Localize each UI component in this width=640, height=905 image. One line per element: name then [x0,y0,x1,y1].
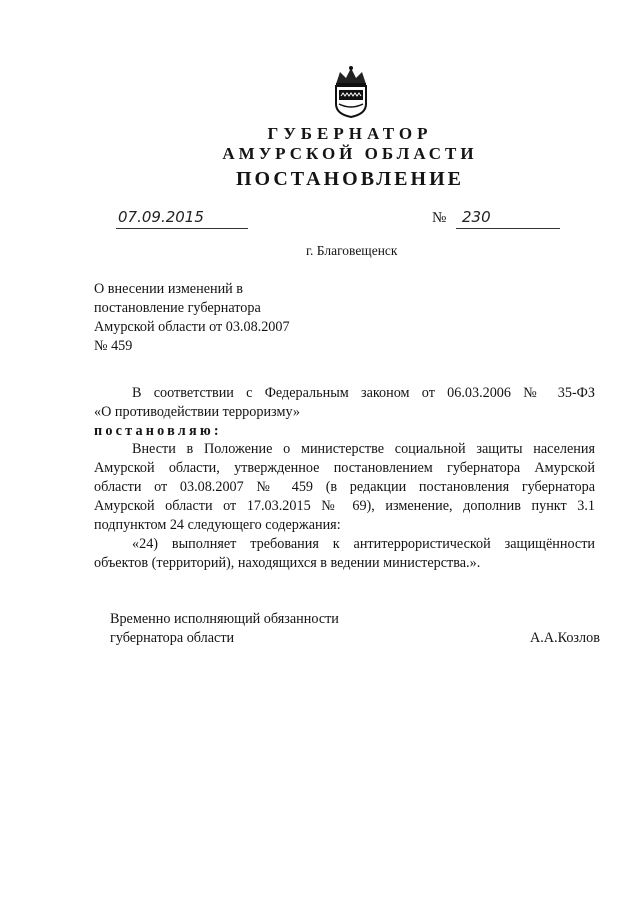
authority-title: ГУБЕРНАТОР [267,124,433,143]
para1-line-3: области от 03.08.2007 № 459 (в редакции постановления губернатора [94,479,595,495]
para2-line-2: объектов (территорий), находящихся в ведении министерства.». [94,555,481,571]
number-field [456,206,560,229]
para1-line-4: Амурской области от 17.03.2015 № 69), изменение, дополнив пункт 3.1 [94,498,595,514]
date-field [116,206,248,229]
resolve-word: постановляю: [94,423,222,439]
signature-name: А.А.Козлов [530,630,600,646]
preamble-line-2: «О противодействии терроризму» [94,404,300,420]
number-label: № [432,210,447,226]
date-handwritten: 07.09.2015 [118,208,204,226]
coat-of-arms-icon [330,64,372,118]
number-handwritten: 230 [462,208,491,226]
subject-line-4: № 459 [94,338,133,354]
para1-line-5: подпунктом 24 следующего содержания: [94,517,341,533]
subject-line-2: постановление губернатора [94,300,261,316]
subject-line-3: Амурской области от 03.08.2007 [94,319,290,335]
subject-line-1: О внесении изменений в [94,281,244,297]
para2-line-1: «24) выполняет требования к антитеррористической защищённости [132,536,595,552]
signature-position-2: губернатора области [110,630,235,646]
signature-position-1: Временно исполняющий обязанности [110,611,339,627]
para1-line-1: Внести в Положение о министерстве социальной защиты населения [132,441,595,457]
para1-line-2: Амурской области, утвержденное постановлением губернатора Амурской [94,460,595,476]
preamble-line-1: В соответствии с Федеральным законом от 06.03.2006 № 35-ФЗ [132,385,595,401]
city-label: г. Благовещенск [306,243,398,258]
authority-region: АМУРСКОЙ ОБЛАСТИ [222,144,478,163]
document-type-title: ПОСТАНОВЛЕНИЕ [236,168,464,190]
